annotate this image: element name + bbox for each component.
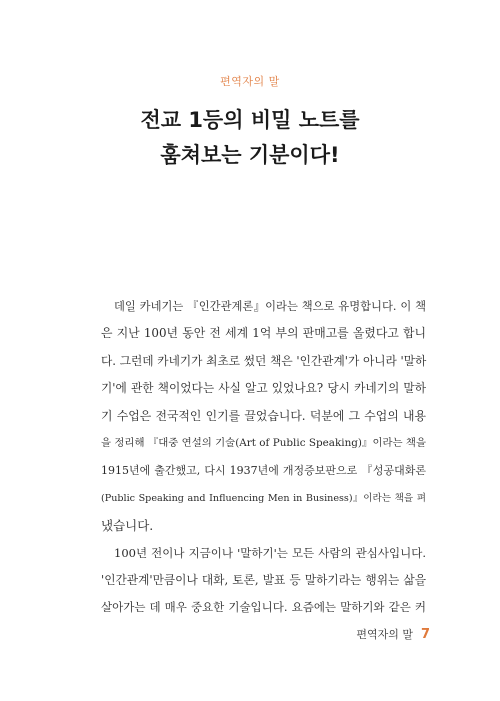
chapter-title [0, 103, 500, 173]
footer-section-label: 편역자의 말 [356, 628, 413, 641]
body-line: 기'에 관한 책이었다는 사실 알고 있었나요? 당시 카네기의 말하 [101, 381, 426, 396]
body-line: 냈습니다. [101, 518, 154, 534]
body-line: 을 정리해 『대중 연설의 기술(Art of Public Speaking)』이라는 책을 [101, 436, 426, 449]
body-text [101, 293, 426, 622]
body-line: 다. 그런데 카네기가 최초로 썼던 책은 '인간관계'가 아니라 '말하 [101, 353, 427, 368]
page-footer [356, 626, 430, 642]
section-label: 편역자의 말 [220, 75, 280, 88]
chapter-title-line-2: 훔쳐보는 기분이다! [160, 143, 340, 167]
page-number: 7 [420, 627, 430, 642]
body-line: 기 수업은 전국적인 인기를 끌었습니다. 덕분에 그 수업의 내용 [101, 408, 426, 423]
body-line: 1915년에 출간했고, 다시 1937년에 개정증보판으로 『성공대화론 [101, 464, 426, 478]
body-line: 은 지난 100년 동안 전 세계 1억 부의 판매고를 올렸다고 합니 [101, 326, 426, 341]
body-line: '인간관계'만큼이나 대화, 토론, 발표 등 말하기라는 행위는 삶을 [101, 572, 426, 587]
body-line: 데일 카네기는 『인간관계론』이라는 책으로 유명합니다. 이 책 [114, 300, 426, 313]
body-line: (Public Speaking and Influencing Men in Business)』이라는 책을 펴 [101, 492, 426, 504]
chapter-title-line-1: 전교 1등의 비밀 노트를 [140, 108, 360, 132]
body-line: 100년 전이나 지금이나 '말하기'는 모든 사람의 관심사입니다. [114, 545, 426, 560]
body-line: 살아가는 데 매우 중요한 기술입니다. 요즘에는 말하기와 같은 커 [101, 600, 426, 615]
